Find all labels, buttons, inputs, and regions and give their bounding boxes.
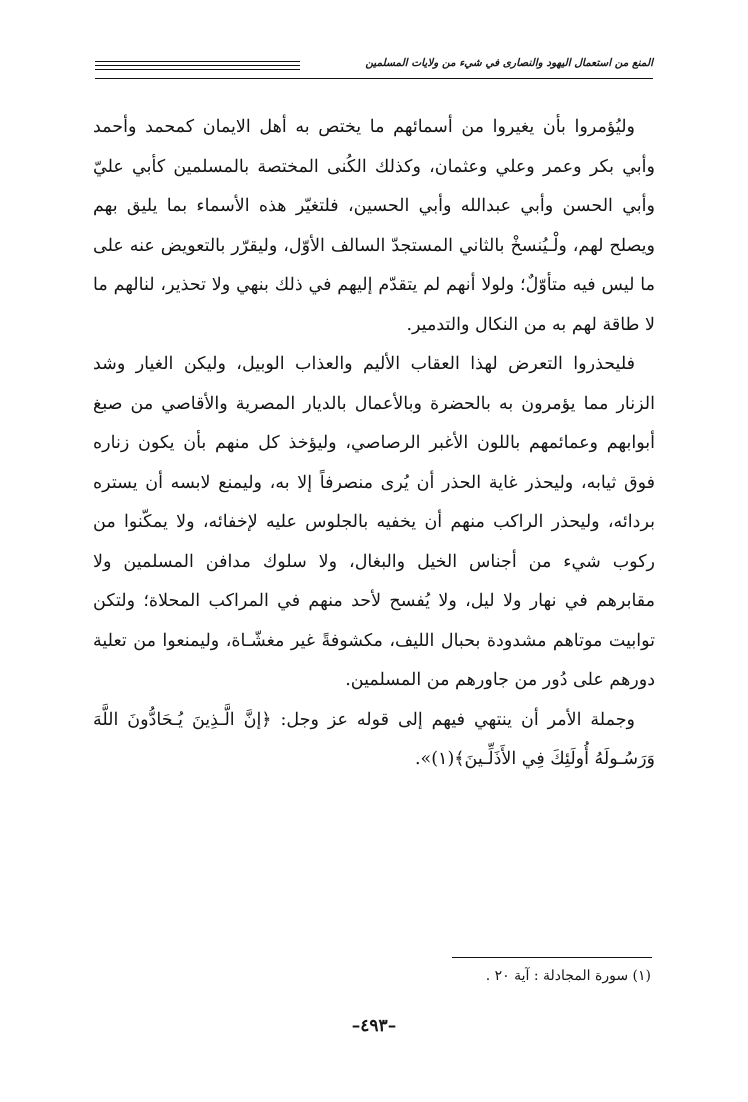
header-rule [95,61,300,62]
paragraph-1: وليُؤمروا بأن يغيروا من أسمائهم ما يختص به أهل الايمان كمحمد وأحمد وأبي بكر وعمر وعلي وعثمان، وكذلك الكُنى المختصة بالمسلمين كأبي عليّ وأبي الحسن وأبي عبدالله وأبي الحسين، فلتغيّر هذه الأسماء بما يليق بهم ويصلح لهم، ولْـيُنسخْ بالثاني المستجدّ السالف الأوّل، وليقرّر بالتعويض عنه على ما ليس فيه متأوّلٌ؛ ولولا أنهم لم يتقدّم إليهم في ذلك بنهي ولا تحذير، لنالهم ما لا طاقة لهم به من النكال والتدمير. [93,117,655,335]
paragraph-3: وجملة الأمر أن ينتهي فيهم إلى قوله عز وجل: ﴿إنَّ الَّـذِينَ يُـحَادُّونَ اللَّهَ وَرَسُـولَهُ أُولَئِكَ فِي الأَذَلِّـينَ﴾(١)». [93,709,655,769]
footnote: (١) سورة المجادلة : آية ٢٠ . [485,968,651,984]
header-divider [95,78,653,79]
page-number: –٤٩٣– [351,1016,397,1036]
footnote-divider [452,957,652,958]
running-title: المنع من استعمال اليهود والنصارى في شيء من ولايات المسلمين [365,57,653,69]
header-rule [95,69,300,70]
body-text [93,108,655,780]
header-rule [95,65,300,66]
paragraph-2: فليحذروا التعرض لهذا العقاب الأليم والعذاب الوبيل، وليكن الغيار وشد الزنار مما يؤمرون به بالحضرة وبالأعمال بالديار المصرية والأقاصي من صبغ أبوابهم وعمائمهم باللون الأغبر الرصاصي، وليؤخذ كل منهم بأن يكون زناره فوق ثيابه، وليحذر غاية الحذر أن يُرى منصرفاً إلا به، وليمنع لابسه أن يستره بردائه، وليحذر الراكب منهم أن يخفيه بالجلوس عليه لإخفائه، ولا يمكّنوا من ركوب شيء من أجناس الخيل والبغال، ولا سلوك مدافن المسلمين ولا مقابرهم في نهار ولا ليل، ولا يُفسح لأحد منهم في المراكب المحلاة؛ ولتكن توابيت موتاهم مشدودة بحبال الليف، مكشوفةً غير مغشّـاة، وليمنعوا من تعلية دورهم على دُور من جاورهم من المسلمين. [93,354,655,690]
running-header [95,54,653,80]
